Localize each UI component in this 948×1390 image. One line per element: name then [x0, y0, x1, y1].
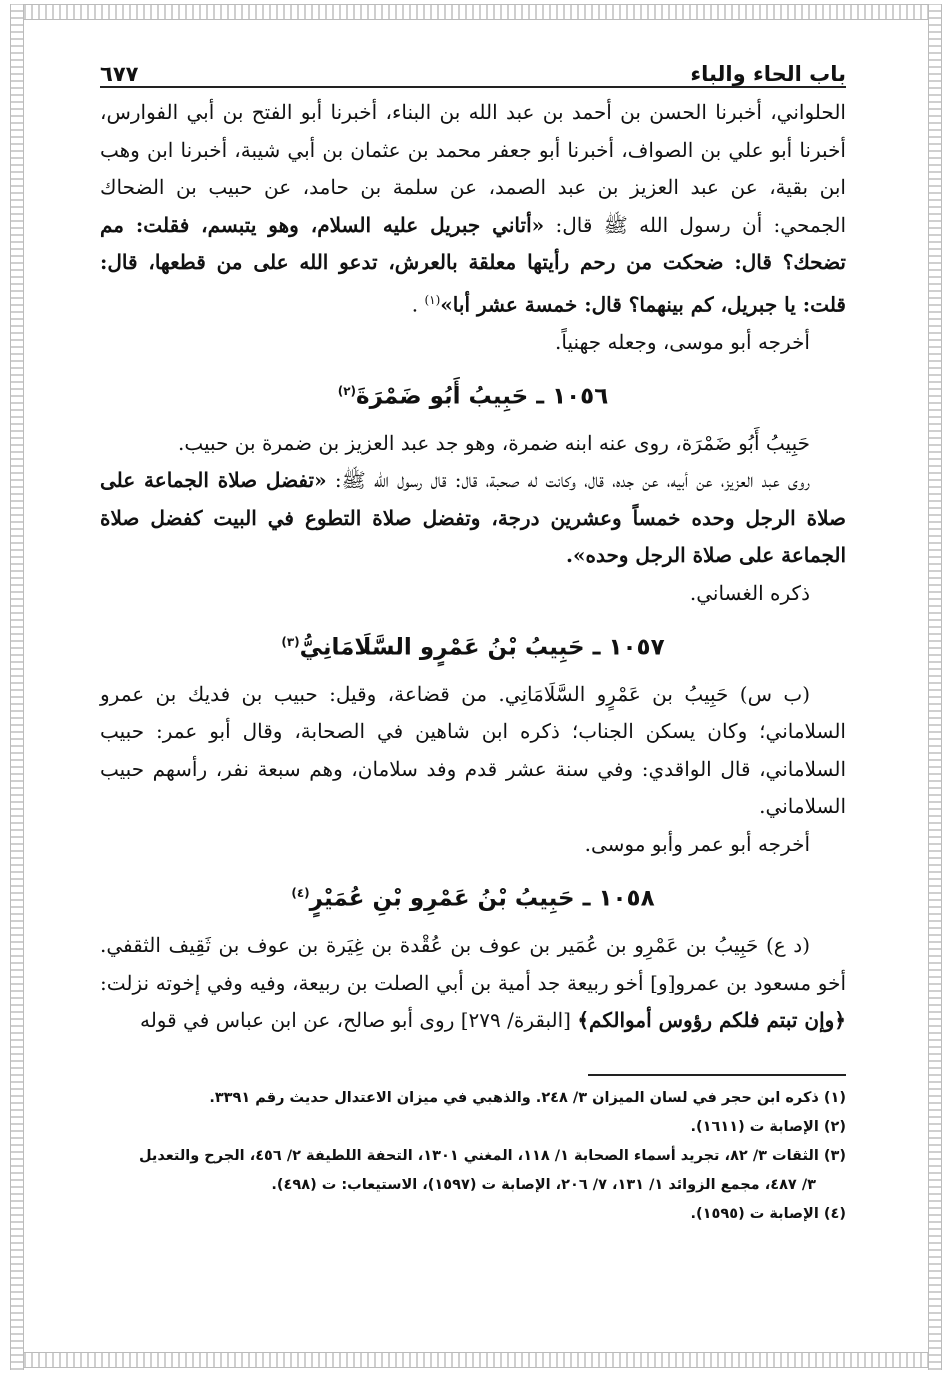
paragraph-2: أخرجه أبو موسى، وجعله جهنياً.: [555, 329, 810, 354]
footnote-ref-4: (٤): [291, 886, 310, 901]
entry-heading-1057: ١٠٥٧ ـ حَبِيبُ بْنُ عَمْرٍو السَّلَامَانِيُّ$^{(٣)}$: [281, 634, 665, 661]
main-text: [100, 94, 846, 1040]
paragraph-1: الحلواني، أخبرنا الحسن بن أحمد بن عبد الله بن البناء، أخبرنا أبو الفتح بن أبي الفوارس، أخبرنا أبو علي بن الصواف، أخبرنا أبو جعفر محمد بن عثمان بن أبي شيبة، أخبرنا ابن وهب ابن بقية، عن عبد العزيز بن عبد الصمد، عن سلمة بن حامد، عن حبيب بن الضحاك الجمحي: أن رسول الله ﷺ قال: «أتاني جبريل عليه السلام، وهو يتبسم، فقلت: مم تضحك؟ قال: ضحكت من رحم رأيتها معلقة بالعرش، تدعو الله على من قطعها، قال: قلت: يا جبريل، كم بينهما؟ قال: خمسة عشر أبا»$^{(١)}$ .: [100, 100, 846, 317]
paragraph-4: روى عبد العزيز، عن أبيه، عن جده، قال، وكانت له صحبة، قال: قال رسول الله ﷺ: «تفضل صلاة الجماعة على صلاة الرجل وحده خمساً وعشرين درجة، وتفضل صلاة التطوع في البيت كفضل صلاة الجماعة على صلاة الرجل وحده».: [100, 468, 846, 568]
footnote-ref-2: (٢): [337, 384, 357, 399]
footnotes: [100, 1084, 846, 1229]
paragraph-3: حَبِيبُ أَبُو ضَمْرَة، روى عنه ابنه ضمرة، وهو جد عبد العزيز بن ضمرة بن حبيب.: [178, 430, 810, 455]
footnote-divider: [588, 1074, 846, 1076]
paragraph-8: (د ع) حَبِيبُ بن عَمْرِو بن عُمَير بن عوف بن عُقْدة بن غِيَرة بن عوف بن ثَقِيف الثقفي. أخو مسعود بن عمرو[و] أخو ربيعة جد أمية بن أبي الصلت بن ربيعة، وفيه وفي إخوته نزلت: ﴿وإن تبتم فلكم رؤوس أموالكم﴾ [البقرة/ ٢٧٩] روى أبو صالح، عن ابن عباس في قوله: [100, 933, 846, 1033]
ornamental-border-top: [10, 4, 942, 20]
entry-heading-1058: ١٠٥٨ ـ حَبِيبُ بْنُ عَمْرِو بْنِ عُمَيْرٍ$^{(٤)}$: [291, 886, 655, 913]
running-header: [100, 52, 846, 88]
quran-quote: ﴿وإن تبتم فلكم رؤوس أموالكم﴾: [577, 1008, 846, 1033]
hadith-quote: «تفضل صلاة الجماعة على صلاة الرجل وحده خمساً وعشرين درجة، وتفضل صلاة التطوع في البيت كفضل صلاة الجماعة على صلاة الرجل وحده».: [100, 468, 846, 568]
paragraph-5: ذكره الغساني.: [689, 580, 810, 605]
hadith-quote: «أتاني جبريل عليه السلام، وهو يتبسم، فقلت: مم تضحك؟ قال: ضحكت من رحم رأيتها معلقة بالعرش، تدعو الله على من قطعها، قال: قلت: يا جبريل، كم بينهما؟ قال: خمسة عشر أبا»: [100, 212, 846, 317]
footnote-4: (٤) الإصابة ت (١٥٩٥).: [690, 1205, 846, 1222]
ornamental-border-left: [10, 4, 24, 1370]
paragraph-6: (ب س) حَبِيبُ بن عَمْرٍو السَّلَامَانِي. من قضاعة، وقيل: حبيب بن فديك بن عمرو السلاماني؛ وكان يسكن الجناب؛ ذكره ابن شاهين في الصحابة، وقال أبو عمر: حبيب السلاماني، قال الواقدي: وفي سنة عشر قدم وفد سلامان، وهم سبعة نفر، رأسهم حبيب السلاماني.: [100, 681, 846, 819]
footnote-1: (١) ذكره ابن حجر في لسان الميزان ٣/ ٢٤٨. والذهبي في ميزان الاعتدال حديث رقم ٣٣٩١.: [209, 1089, 846, 1106]
paragraph-7: أخرجه أبو عمر وأبو موسى.: [584, 831, 810, 856]
footnote-ref-1: (١): [424, 292, 441, 307]
footnote-ref-3: (٣): [281, 635, 300, 650]
isnad-text: الحلواني، أخبرنا الحسن بن أحمد بن عبد الله بن البناء، أخبرنا أبو الفتح بن أبي الفوارس، أخبرنا أبو علي بن الصواف، أخبرنا أبو جعفر محمد بن عثمان بن أبي شيبة، أخبرنا ابن وهب ابن بقية، عن عبد العزيز بن عبد الصمد، عن سلمة بن حامد، عن حبيب بن الضحاك الجمحي: أن رسول الله ﷺ قال:: [100, 100, 846, 237]
ornamental-border-bottom: [10, 1352, 942, 1368]
book-page: [100, 52, 846, 1342]
footnote-3: (٣) الثقات ٣/ ٨٢، تجريد أسماء الصحابة ١/ ١١٨، المغني ١٣٠١، التحفة اللطيفة ٢/ ٤٥٦، الجرح والتعديل: [138, 1147, 846, 1164]
chapter-title: باب الحاء والباء: [690, 62, 846, 86]
footnote-3-continued: ٣/ ٤٨٧، مجمع الزوائد ١/ ١٣١، ٧/ ٢٠٦، الإصابة ت (١٥٩٧)، الاستيعاب: ت (٤٩٨).: [271, 1176, 816, 1193]
entry-heading-1056: ١٠٥٦ ـ حَبِيبُ أَبُو ضَمْرَةَ$^{(٢)}$: [337, 383, 609, 410]
ornamental-border-right: [928, 4, 942, 1370]
footnote-2: (٢) الإصابة ت (١٦١١).: [690, 1118, 846, 1135]
page-number: ٦٧٧: [100, 62, 139, 86]
